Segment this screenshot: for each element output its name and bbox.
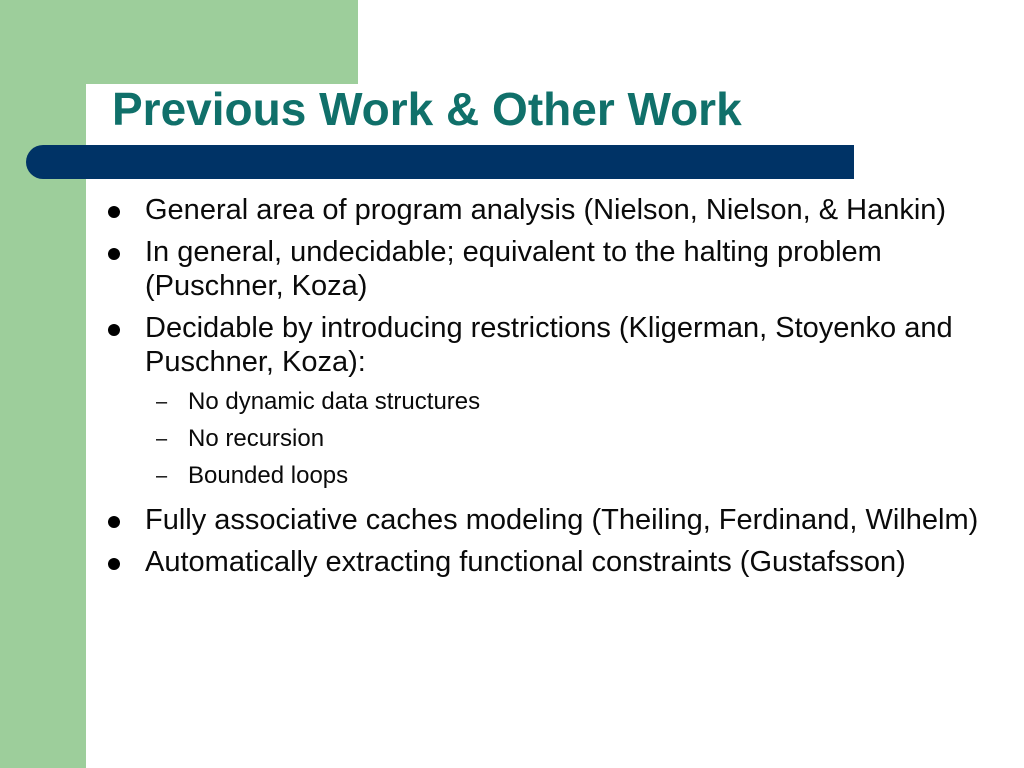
bullet-text: Decidable by introducing restrictions (Kligerman, Stoyenko and Puschner, Koza): xyxy=(145,312,953,378)
sub-bullet-text: No recursion xyxy=(188,425,325,452)
bullet-text: Fully associative caches modeling (Theiling, Ferdinand, Wilhelm) xyxy=(145,504,979,536)
sub-bullet-list xyxy=(145,387,1004,491)
bullet-text: In general, undecidable; equivalent to the halting problem (Puschner, Koza) xyxy=(145,236,882,302)
bullet-item xyxy=(104,311,1004,491)
bullet-text: Automatically extracting functional constraints (Gustafsson) xyxy=(145,546,906,578)
bullet-list xyxy=(104,193,1004,587)
dash-icon: – xyxy=(156,428,168,450)
bullet-dot-icon xyxy=(108,324,120,336)
bullet-dot-icon xyxy=(108,558,120,570)
dash-icon: – xyxy=(156,391,168,413)
sub-bullet-item xyxy=(145,424,1004,454)
sub-bullet-item xyxy=(145,387,1004,417)
bullet-item xyxy=(104,235,1004,303)
bullet-dot-icon xyxy=(108,516,120,528)
sub-bullet-text: Bounded loops xyxy=(188,462,349,489)
slide-title: Previous Work & Other Work xyxy=(112,83,742,135)
bullet-dot-icon xyxy=(108,248,120,260)
dash-icon: – xyxy=(156,465,168,487)
bullet-item xyxy=(104,545,1004,579)
left-green-band xyxy=(0,0,86,768)
bullet-dot-icon xyxy=(108,206,120,218)
sub-bullet-text: No dynamic data structures xyxy=(188,388,481,415)
bullet-item xyxy=(104,503,1004,537)
sub-bullet-item xyxy=(145,461,1004,491)
title-divider-bar xyxy=(26,145,854,179)
top-green-band xyxy=(0,0,358,84)
bullet-item xyxy=(104,193,1004,227)
bullet-text: General area of program analysis (Nielson, Nielson, & Hankin) xyxy=(145,194,947,226)
